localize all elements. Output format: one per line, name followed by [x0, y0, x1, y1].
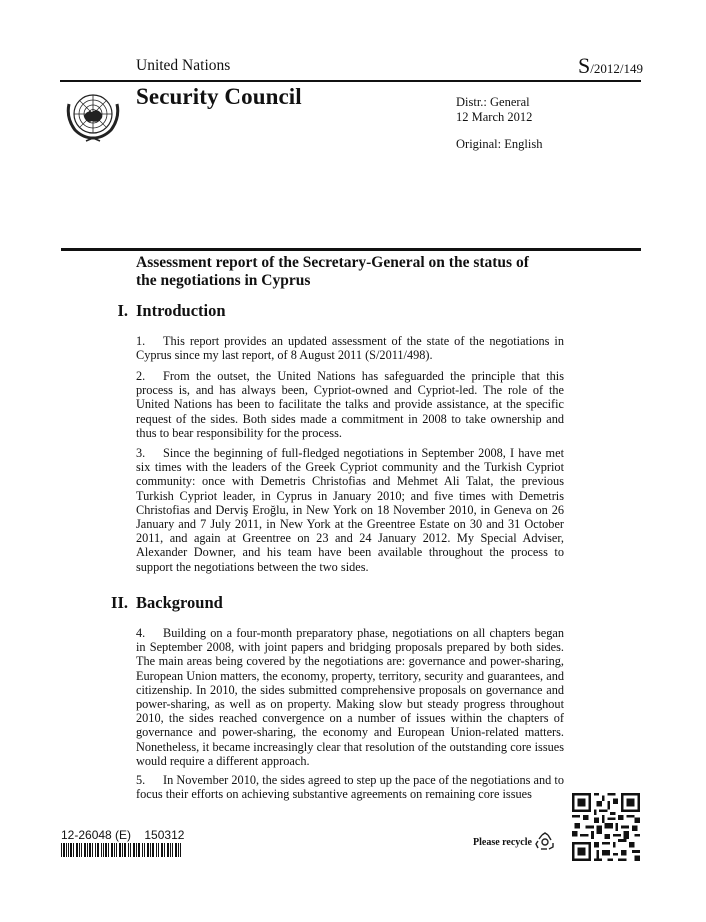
recycle-notice — [473, 832, 556, 852]
title-line-2: the negotiations in Cyprus — [136, 272, 311, 289]
paragraph-5 — [136, 773, 564, 801]
barcode-icon — [61, 843, 181, 857]
original-language: Original: English — [456, 137, 543, 151]
paragraph-text: Since the beginning of full-fledged negotiations in September 2008, I have met six times with the leaders of the Greek Cypriot community and the Turkish Cypriot community: once with Demetris Christofias and Mehmet Ali Talat, the previous Turkish Cypriot leader, in Cyprus in January 2010; and five times with Demetris Christofias and Derviş Eroğlu, in New York on 18 November 2010, in Geneva on 26 January and 7 July 2011, in New York at the Greentree Estate on 30 and 31 October 2011, and again at Greentree on 23 and 24 January 2012. My Special Adviser, Alexander Downer, and his team have been available throughout the process to support the negotiations between the two sides. — [136, 446, 564, 574]
section-numeral: II. — [111, 593, 128, 612]
paragraph-number: 2. — [136, 369, 146, 383]
paragraph-3 — [136, 446, 564, 574]
paragraph-text: Building on a four-month preparatory phase, negotiations on all chapters began in September 2008, with joint papers and bridging proposals prepared by both sides. The main areas being covered by the negotiations are: governance and power-sharing, European Union matters, the economy, property, territory, security and guarantees, and citizenship. In 2010, the sides submitted comprehensive proposals on governance and power-sharing, as well as on property. Making slow but steady progress throughout 2010, the sides reached convergence on a number of issues within the chapters of governance and power-sharing, the economy and European Union-related matters. Nonetheless, it became increasingly clear that resolution of the outstanding core issues would require a different approach. — [136, 626, 564, 768]
paragraph-text: In November 2010, the sides agreed to step up the pace of the negotiations and to focus their efforts on achieving substantive agreements on remaining core issues — [136, 773, 564, 802]
section-numeral: I. — [117, 301, 128, 320]
un-emblem-icon — [62, 86, 124, 148]
paragraph-1 — [136, 334, 564, 362]
title-line-1: Assessment report of the Secretary-General on the status of — [136, 254, 529, 271]
paragraph-number: 3. — [136, 446, 146, 460]
qr-code-icon — [572, 793, 640, 861]
section-title: Background — [136, 593, 223, 612]
paragraph-text: From the outset, the United Nations has safeguarded the principle that this process is, and has always been, Cypriot-owned and Cypriot-led. The role of the United Nations has been to facilitate the talks and provide assistance, at the specific request of the sides. Both sides made a commitment in 2008 to take ownership and thus to bear responsibility for the process. — [136, 369, 564, 440]
paragraph-number: 5. — [136, 773, 146, 787]
document-title — [136, 254, 576, 290]
document-symbol — [578, 53, 643, 79]
section-heading-background — [111, 593, 223, 613]
section-heading-introduction — [117, 301, 226, 321]
date: 12 March 2012 — [456, 109, 533, 124]
council-name: Security Council — [136, 84, 302, 109]
organization-name: United Nations — [136, 57, 231, 74]
recycle-icon — [534, 832, 556, 852]
paragraph-4 — [136, 626, 564, 768]
distribution-block — [456, 95, 532, 124]
title-rule — [61, 248, 641, 251]
symbol-number: /2012/149 — [590, 61, 643, 76]
paragraph-number: 4. — [136, 626, 146, 640]
header-rule — [60, 80, 641, 82]
paragraph-2 — [136, 369, 564, 440]
section-title: Introduction — [136, 301, 226, 320]
distribution: Distr.: General — [456, 95, 530, 109]
paragraph-text: This report provides an updated assessment of the state of the negotiations in Cyprus since my last report, of 8 August 2011 (S/2011/498). — [136, 334, 564, 363]
job-number: 12-26048 (E) 150312 — [61, 828, 185, 842]
symbol-prefix: S — [578, 53, 591, 78]
paragraph-number: 1. — [136, 334, 146, 348]
recycle-label: Please recycle — [473, 836, 532, 848]
